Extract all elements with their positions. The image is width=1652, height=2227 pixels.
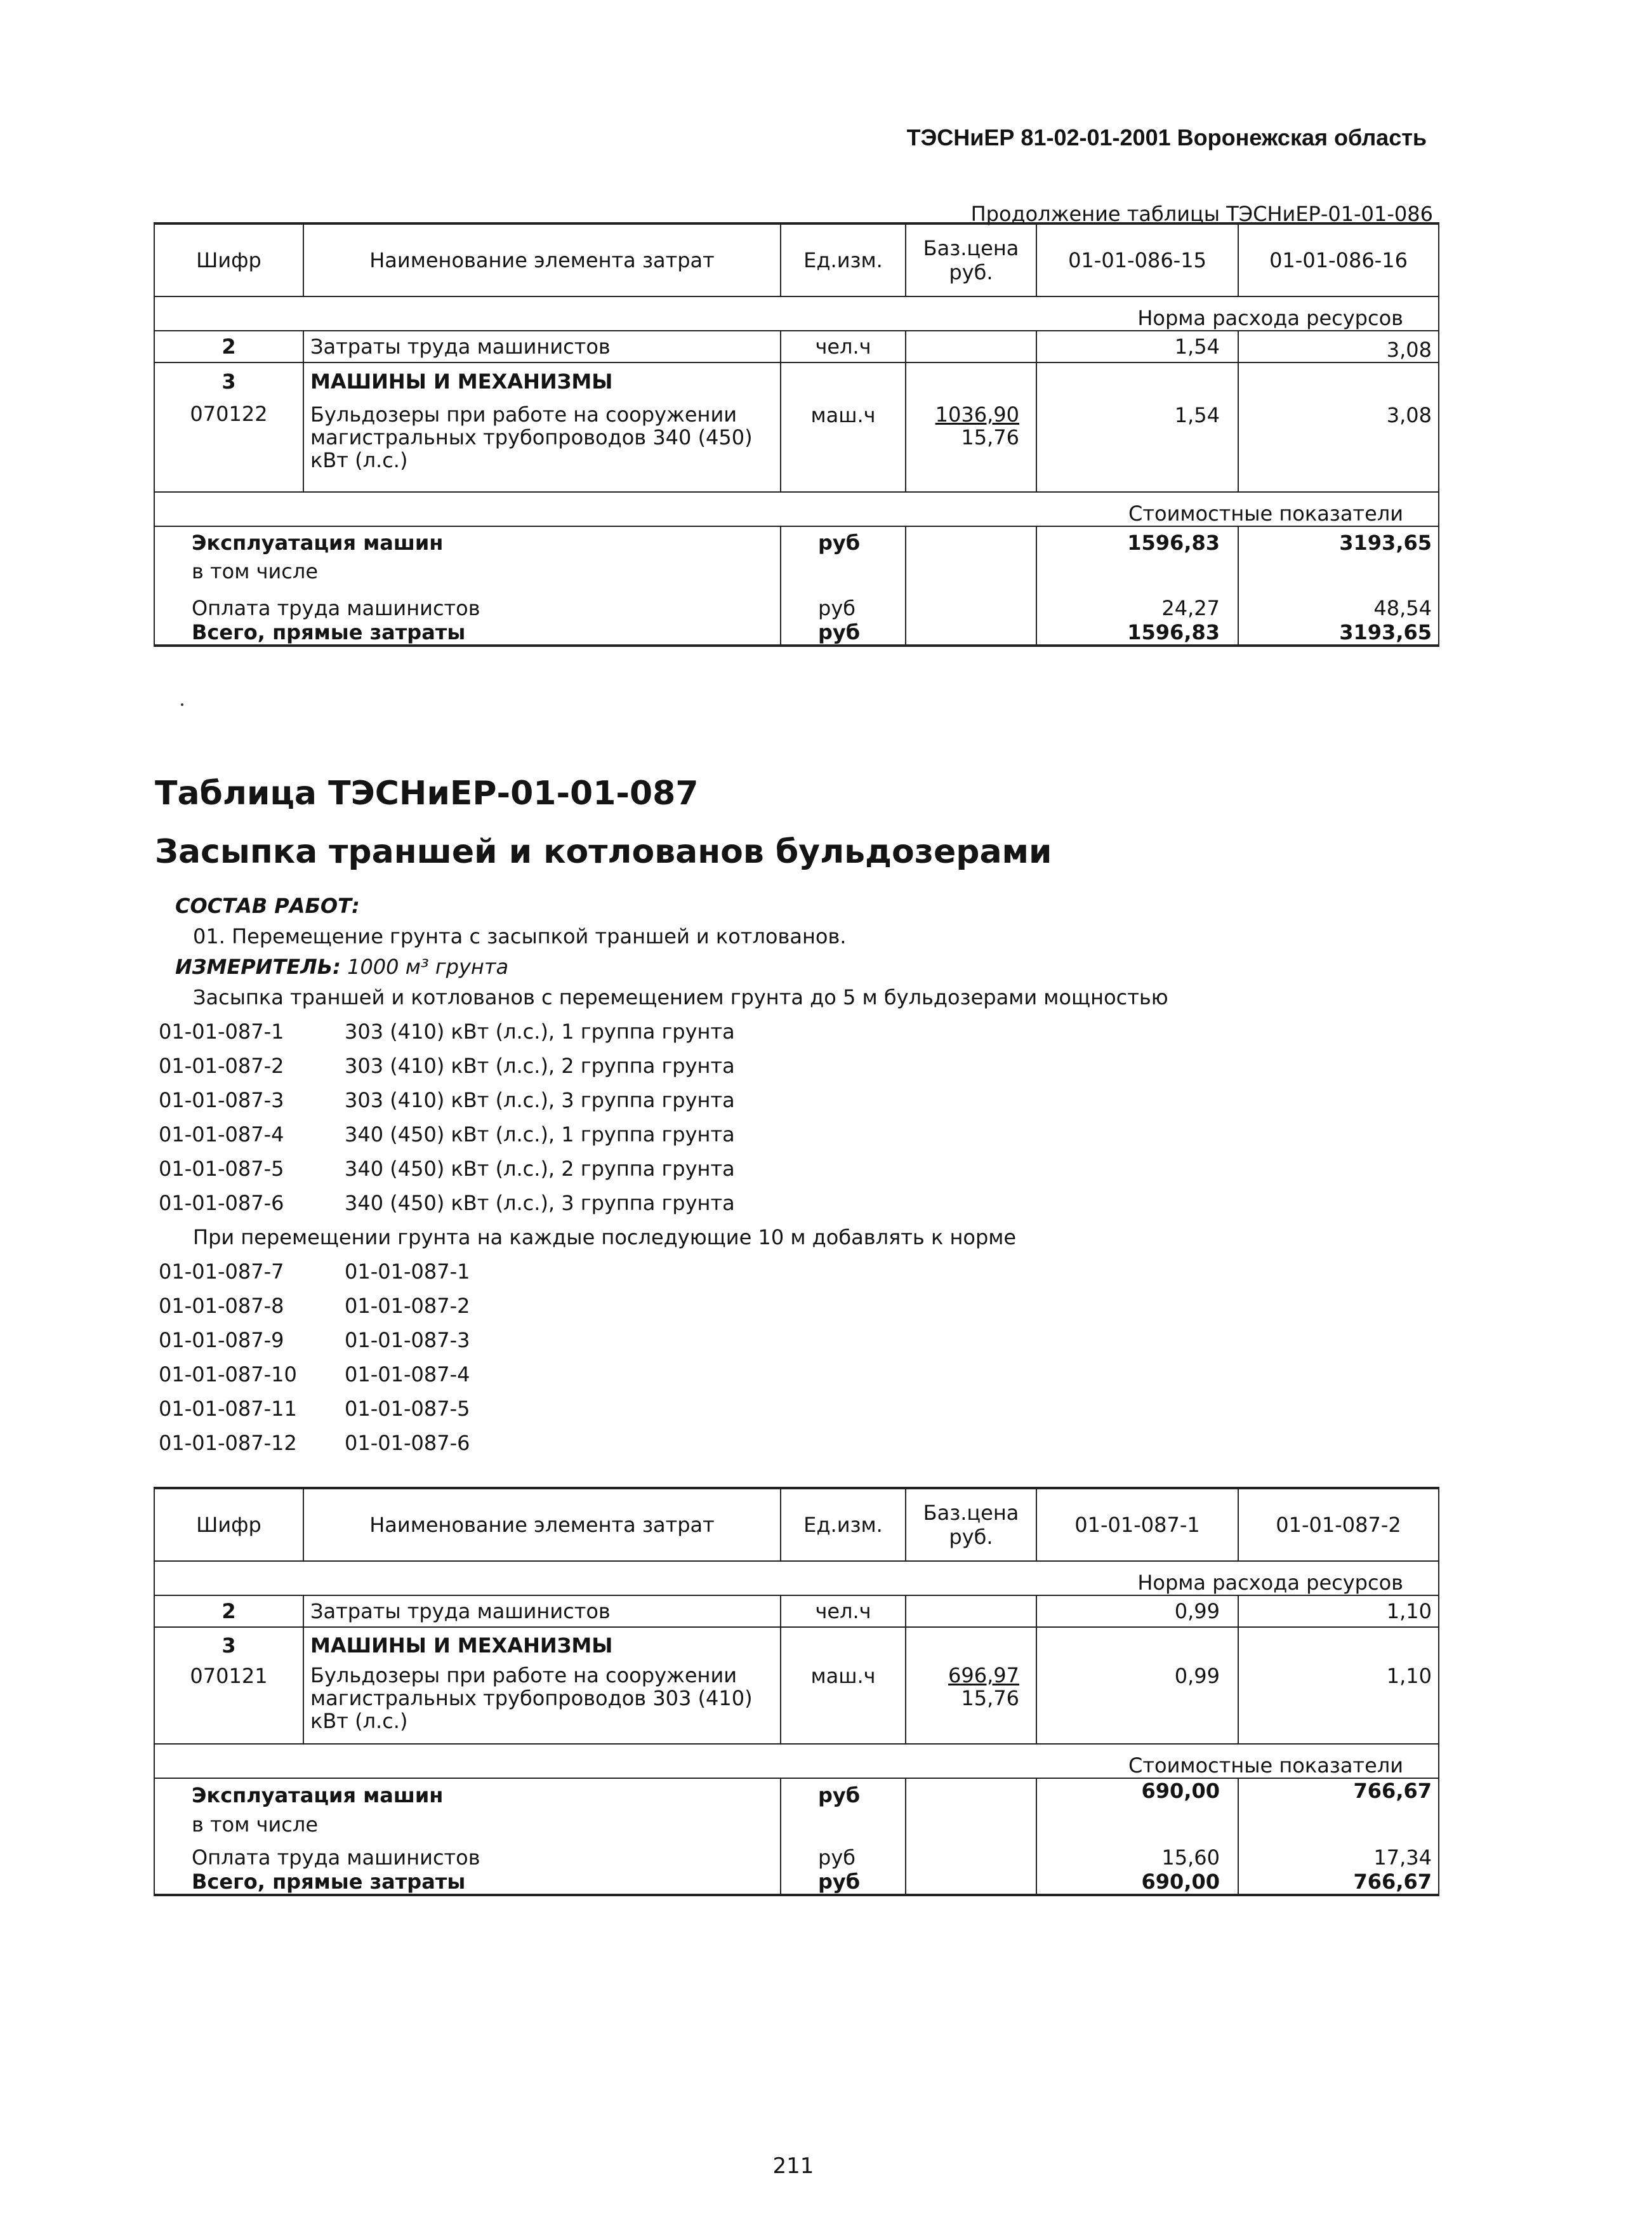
work-composition-label: СОСТАВ РАБОТ: — [175, 894, 360, 918]
table-row — [154, 331, 1439, 362]
row-value-1: 0,99 — [1036, 1595, 1238, 1627]
table-header-row — [154, 223, 1439, 296]
column-header-norm-2: 01-01-087-2 — [1238, 1488, 1439, 1561]
cost-unit: руб — [781, 1870, 906, 1895]
column-header-name: Наименование элемента затрат — [303, 223, 781, 296]
row-name: Бульдозеры при работе на сооружении магистральных трубопроводов 340 (450) кВт (л.с.) — [303, 399, 781, 492]
cost-unit: руб — [781, 526, 906, 558]
row-value-2: 3,08 — [1238, 399, 1439, 492]
price-value: 1036,90 — [935, 402, 1019, 427]
cost-name: в том числе — [154, 558, 781, 585]
section-row — [154, 1561, 1439, 1595]
cost-value-1: 24,27 — [1036, 585, 1238, 620]
norm-desc: 340 (450) кВт (л.с.), 2 группа грунта — [345, 1157, 735, 1181]
column-header-price: Баз.цена руб. — [906, 1488, 1036, 1561]
cost-row — [154, 558, 1439, 585]
norm-desc: 01-01-087-5 — [345, 1397, 470, 1421]
cost-name: в том числе — [154, 1811, 781, 1838]
cost-value-1: 15,60 — [1036, 1838, 1238, 1870]
cost-unit: руб — [781, 585, 906, 620]
norm-desc: 01-01-087-1 — [345, 1260, 470, 1284]
price-labor-value: 15,76 — [961, 425, 1019, 449]
column-header-norm-1: 01-01-086-15 — [1036, 223, 1238, 296]
measure-label: ИЗМЕРИТЕЛЬ: — [175, 955, 341, 979]
cost-unit: руб — [781, 1838, 906, 1870]
norm-code: 01-01-087-3 — [159, 1088, 284, 1112]
row-name: Затраты труда машинистов — [303, 331, 781, 362]
table-header-row — [154, 1488, 1439, 1561]
cost-value-2: 766,67 — [1238, 1778, 1439, 1811]
cost-row — [154, 1778, 1439, 1811]
section-costs-label: Стоимостные показатели — [154, 492, 1439, 526]
row-code: 070121 — [154, 1663, 303, 1744]
norm-desc: 340 (450) кВт (л.с.), 3 группа грунта — [345, 1191, 735, 1215]
cost-value-2: 48,54 — [1238, 585, 1439, 620]
cost-row — [154, 526, 1439, 558]
resource-table-087 — [154, 1487, 1439, 1896]
cost-name: Эксплуатация машин — [154, 526, 781, 558]
column-header-norm-1: 01-01-087-1 — [1036, 1488, 1238, 1561]
section-costs-label: Стоимостные показатели — [154, 1744, 1439, 1778]
row-price — [906, 1595, 1036, 1627]
norm-desc: 01-01-087-2 — [345, 1294, 470, 1318]
resource-table-086 — [154, 222, 1439, 647]
row-code: 3 — [154, 362, 303, 399]
cost-row — [154, 620, 1439, 646]
cost-name: Оплата труда машинистов — [154, 585, 781, 620]
norm-code: 01-01-087-5 — [159, 1157, 284, 1181]
cost-value-1: 1596,83 — [1036, 620, 1238, 646]
row-unit: чел.ч — [781, 331, 906, 362]
row-value-2: 1,10 — [1238, 1595, 1439, 1627]
page-number: 211 — [772, 2153, 814, 2179]
work-item: 01. Перемещение грунта с засыпкой траншей и котлованов. — [193, 924, 847, 948]
norm-code: 01-01-087-9 — [159, 1328, 284, 1352]
cost-value-2: 17,34 — [1238, 1838, 1439, 1870]
norm-desc: 303 (410) кВт (л.с.), 3 группа грунта — [345, 1088, 735, 1112]
row-code: 2 — [154, 1595, 303, 1627]
row-price — [906, 1663, 1036, 1744]
norm-code: 01-01-087-12 — [159, 1431, 297, 1455]
table-row — [154, 399, 1439, 492]
norm-code: 01-01-087-2 — [159, 1054, 284, 1078]
table-title: Таблица ТЭСНиЕР-01-01-087 — [155, 774, 699, 813]
cost-value-1: 1596,83 — [1036, 526, 1238, 558]
cost-value-2: 766,67 — [1238, 1870, 1439, 1895]
column-header-unit: Ед.изм. — [781, 1488, 906, 1561]
norm-desc: 340 (450) кВт (л.с.), 1 группа грунта — [345, 1122, 735, 1147]
column-header-price: Баз.цена руб. — [906, 223, 1036, 296]
cost-row — [154, 1811, 1439, 1838]
norm-desc: 303 (410) кВт (л.с.), 2 группа грунта — [345, 1054, 735, 1078]
document-header: ТЭСНиЕР 81-02-01-2001 Воронежская область — [906, 124, 1427, 150]
section-row — [154, 296, 1439, 331]
row-unit: чел.ч — [781, 1595, 906, 1627]
table-row — [154, 362, 1439, 399]
row-code: 2 — [154, 331, 303, 362]
norm-desc: 303 (410) кВт (л.с.), 1 группа грунта — [345, 1020, 735, 1044]
column-header-unit: Ед.изм. — [781, 223, 906, 296]
section-resources-label: Норма расхода ресурсов — [154, 296, 1439, 331]
norm-desc: 01-01-087-6 — [345, 1431, 470, 1455]
cost-row — [154, 1838, 1439, 1870]
cost-name: Всего, прямые затраты — [154, 620, 781, 646]
row-unit: маш.ч — [781, 1663, 906, 1744]
row-name: МАШИНЫ И МЕХАНИЗМЫ — [303, 1627, 781, 1663]
row-name: МАШИНЫ И МЕХАНИЗМЫ — [303, 362, 781, 399]
cost-name: Оплата труда машинистов — [154, 1838, 781, 1870]
cost-name: Эксплуатация машин — [154, 1778, 781, 1811]
norm-code: 01-01-087-10 — [159, 1362, 297, 1386]
norm-code: 01-01-087-11 — [159, 1397, 297, 1421]
row-value-2: 1,10 — [1238, 1663, 1439, 1744]
scan-speck — [181, 703, 183, 706]
column-header-code: Шифр — [154, 223, 303, 296]
norm-desc: 01-01-087-4 — [345, 1362, 470, 1386]
cost-value-1: 690,00 — [1036, 1778, 1238, 1811]
column-header-name: Наименование элемента затрат — [303, 1488, 781, 1561]
row-price — [906, 399, 1036, 492]
measure-line — [175, 955, 508, 979]
price-value: 696,97 — [948, 1663, 1019, 1687]
row-name: Затраты труда машинистов — [303, 1595, 781, 1627]
cost-value-2: 3193,65 — [1238, 526, 1439, 558]
price-labor-value: 15,76 — [961, 1686, 1019, 1710]
row-value-2: 3,08 — [1238, 331, 1439, 362]
measure-value: 1000 м³ грунта — [347, 955, 509, 979]
norm-desc: 01-01-087-3 — [345, 1328, 470, 1352]
row-value-1: 1,54 — [1036, 399, 1238, 492]
norm-code: 01-01-087-6 — [159, 1191, 284, 1215]
column-header-norm-2: 01-01-086-16 — [1238, 223, 1439, 296]
row-value-1: 1,54 — [1036, 331, 1238, 362]
row-unit: маш.ч — [781, 399, 906, 492]
table-continuation-label: Продолжение таблицы ТЭСНиЕР-01-01-086 — [970, 202, 1433, 226]
section-row — [154, 1744, 1439, 1778]
intro-text-additional: При перемещении грунта на каждые последующие 10 м добавлять к норме — [193, 1225, 1017, 1249]
norm-code: 01-01-087-1 — [159, 1020, 284, 1044]
norm-code: 01-01-087-7 — [159, 1260, 284, 1284]
row-name: Бульдозеры при работе на сооружении магистральных трубопроводов 303 (410) кВт (л.с.) — [303, 1663, 781, 1744]
norm-code: 01-01-087-4 — [159, 1122, 284, 1147]
table-row — [154, 1663, 1439, 1744]
table-row — [154, 1595, 1439, 1627]
row-value-1: 0,99 — [1036, 1663, 1238, 1744]
norm-code: 01-01-087-8 — [159, 1294, 284, 1318]
table-subtitle: Засыпка траншей и котлованов бульдозерами — [155, 833, 1052, 871]
section-resources-label: Норма расхода ресурсов — [154, 1561, 1439, 1595]
cost-row — [154, 585, 1439, 620]
cost-value-1: 690,00 — [1036, 1870, 1238, 1895]
intro-text: Засыпка траншей и котлованов с перемещением грунта до 5 м бульдозерами мощностью — [193, 985, 1168, 1009]
section-row — [154, 492, 1439, 526]
cost-unit: руб — [781, 620, 906, 646]
row-price — [906, 331, 1036, 362]
row-code: 3 — [154, 1627, 303, 1663]
cost-unit: руб — [781, 1778, 906, 1811]
row-code: 070122 — [154, 399, 303, 492]
cost-value-2: 3193,65 — [1238, 620, 1439, 646]
cost-name: Всего, прямые затраты — [154, 1870, 781, 1895]
column-header-code: Шифр — [154, 1488, 303, 1561]
table-row — [154, 1627, 1439, 1663]
cost-row — [154, 1870, 1439, 1895]
